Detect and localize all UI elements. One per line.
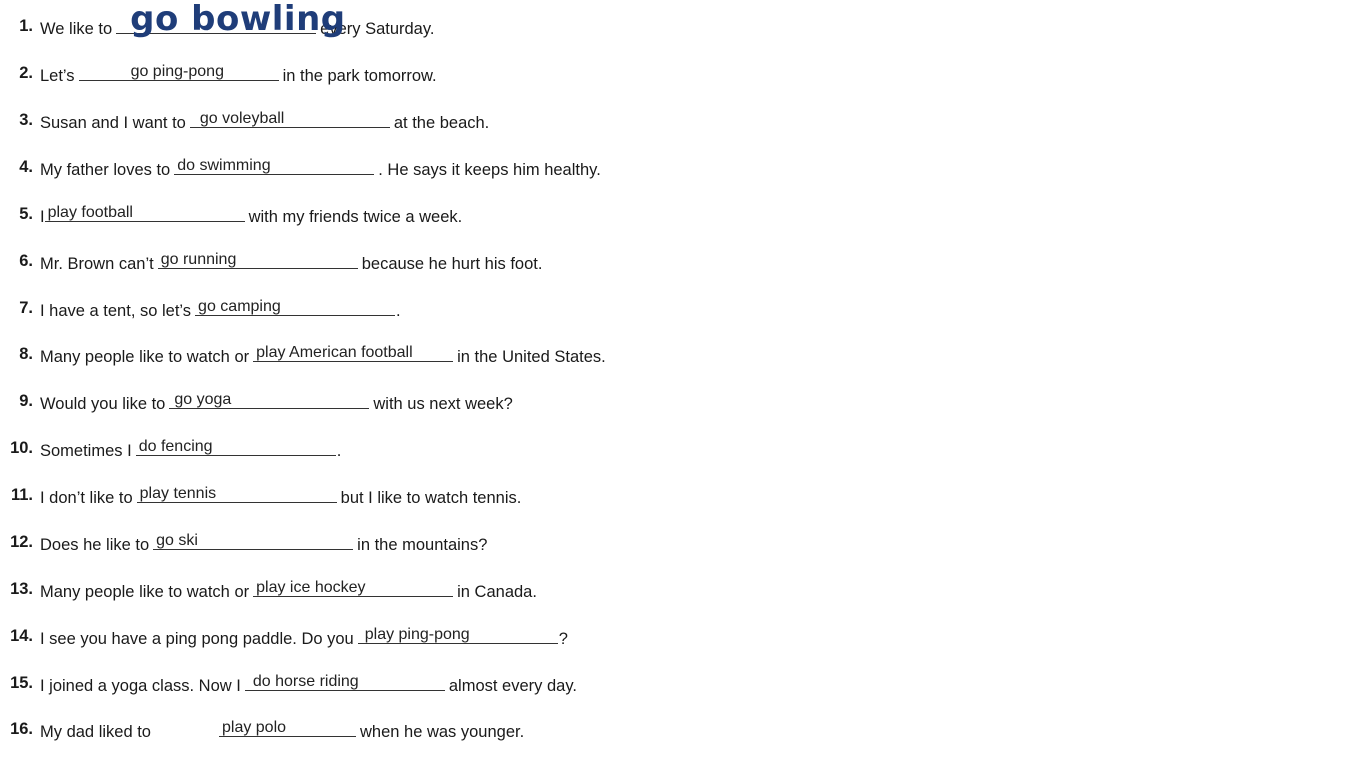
sentence-end: with my friends twice a week. xyxy=(248,208,463,226)
sentence-end: because he hurt his foot. xyxy=(361,255,543,273)
answer-blank[interactable] xyxy=(169,392,369,409)
answer-text: play polo xyxy=(221,719,287,736)
sentence-start: Sometimes I xyxy=(40,442,132,460)
sentence-start: I have a tent, so let’s xyxy=(40,302,192,320)
answer-blank[interactable] xyxy=(190,111,390,128)
sentence-end: in the mountains? xyxy=(357,536,488,554)
sentence-start: Mr. Brown can’t xyxy=(40,255,154,273)
item-number: 6. xyxy=(19,252,33,270)
sentence-start: Let’s xyxy=(40,67,75,85)
answer-text: go camping xyxy=(198,298,281,315)
sentence-end: almost every day. xyxy=(448,677,577,695)
answer-text: play tennis xyxy=(139,485,217,502)
answer-text: play football xyxy=(47,204,133,221)
sentence-end: . xyxy=(396,302,401,320)
sentence-start: I see you have a ping pong paddle. Do you xyxy=(40,630,354,648)
item-number: 5. xyxy=(19,205,33,223)
answer-blank[interactable] xyxy=(195,299,395,316)
item-number: 7. xyxy=(19,299,33,317)
answer-blank[interactable] xyxy=(358,627,558,644)
item-number: 16. xyxy=(10,720,33,738)
item-number: 8. xyxy=(19,345,33,363)
answer-text: go yoga xyxy=(174,391,232,408)
answer-blank[interactable] xyxy=(45,205,245,222)
sentence-start: My father loves to xyxy=(40,161,171,179)
answer-blank[interactable] xyxy=(253,580,453,597)
item-number: 15. xyxy=(10,674,33,692)
answer-blank[interactable] xyxy=(245,674,445,691)
item-number: 2. xyxy=(19,64,33,82)
item-number: 13. xyxy=(10,580,33,598)
item-number: 3. xyxy=(19,111,33,129)
sentence-end: at the beach. xyxy=(393,114,490,132)
answer-blank[interactable] xyxy=(219,720,356,737)
sentence-start: We like to xyxy=(40,20,113,38)
sentence-end: every Saturday. xyxy=(320,20,435,38)
sentence-start: Many people like to watch or xyxy=(40,583,250,601)
sentence-start: Many people like to watch or xyxy=(40,348,250,366)
sentence-start: Susan and I want to xyxy=(40,114,186,132)
sentence-start: Would you like to xyxy=(40,395,166,413)
answer-text: play ice hockey xyxy=(256,579,366,596)
item-number: 14. xyxy=(10,627,33,645)
item-number: 1. xyxy=(19,17,33,35)
sentence-start: My dad liked to xyxy=(40,723,151,741)
answer-text: play American football xyxy=(256,344,413,361)
answer-text: do horse riding xyxy=(252,673,359,690)
answer-blank[interactable] xyxy=(174,158,374,175)
item-number: 4. xyxy=(19,158,33,176)
answer-text: go running xyxy=(160,251,237,268)
sentence-start: I joined a yoga class. Now I xyxy=(40,677,241,695)
sentence-end: . He says it keeps him healthy. xyxy=(378,161,601,179)
answer-text: go voleyball xyxy=(199,110,285,127)
answer-blank[interactable] xyxy=(153,533,353,550)
answer-text: play ping-pong xyxy=(364,626,470,643)
sentence-end: with us next week? xyxy=(373,395,513,413)
sentence-end: . xyxy=(336,442,342,460)
answer-blank[interactable] xyxy=(79,64,279,81)
answer-blank[interactable] xyxy=(136,439,336,456)
item-number: 10. xyxy=(10,439,33,457)
sentence-start: I don’t like to xyxy=(40,489,133,507)
answer-text: do swimming xyxy=(177,157,271,174)
answer-text: go bowling xyxy=(130,0,346,39)
answer-blank[interactable] xyxy=(253,345,453,362)
answer-text: do fencing xyxy=(138,438,213,455)
item-number: 11. xyxy=(10,486,33,504)
item-number: 12. xyxy=(10,533,33,551)
answer-blank[interactable] xyxy=(116,0,346,39)
sentence-end: ? xyxy=(558,630,568,648)
item-number: 9. xyxy=(19,392,33,410)
sentence-end: in the United States. xyxy=(457,348,606,366)
sentence-end: but I like to watch tennis. xyxy=(340,489,522,507)
answer-blank[interactable] xyxy=(137,486,337,503)
sentence-end: in the park tomorrow. xyxy=(282,67,437,85)
sentence-start: I xyxy=(40,208,45,226)
sentence-end: when he was younger. xyxy=(359,723,525,741)
answer-text: go ping-pong xyxy=(130,63,224,80)
sentence-end: in Canada. xyxy=(457,583,537,601)
answer-text: go ski xyxy=(156,532,198,549)
sentence-start: Does he like to xyxy=(40,536,150,554)
answer-blank[interactable] xyxy=(158,252,358,269)
